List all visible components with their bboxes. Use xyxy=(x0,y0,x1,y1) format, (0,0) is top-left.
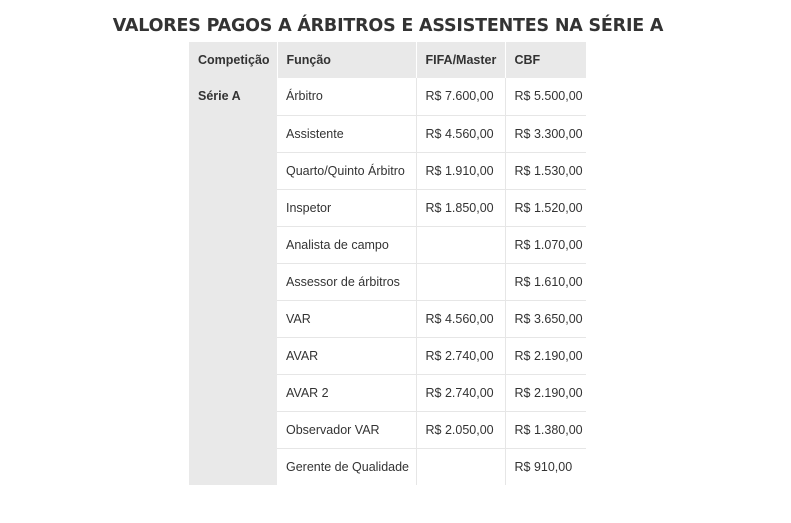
function-cell: Inspetor xyxy=(277,189,416,226)
table-row xyxy=(189,374,586,411)
table-row xyxy=(189,189,586,226)
fifa-value-cell: R$ 4.560,00 xyxy=(416,115,505,152)
function-cell: Analista de campo xyxy=(277,226,416,263)
competition-cell xyxy=(189,374,277,411)
table-row xyxy=(189,226,586,263)
fifa-value-cell xyxy=(416,448,505,485)
table-row xyxy=(189,263,586,300)
cbf-value-cell: R$ 3.300,00 xyxy=(505,115,586,152)
cbf-value-cell: R$ 3.650,00 xyxy=(505,300,586,337)
cbf-value-cell: R$ 2.190,00 xyxy=(505,374,586,411)
table-header-row xyxy=(189,42,586,78)
fifa-value-cell: R$ 2.050,00 xyxy=(416,411,505,448)
function-cell: Quarto/Quinto Árbitro xyxy=(277,152,416,189)
competition-cell xyxy=(189,189,277,226)
fifa-value-cell: R$ 2.740,00 xyxy=(416,374,505,411)
competition-cell xyxy=(189,152,277,189)
header-cbf: CBF xyxy=(505,42,586,78)
table-row xyxy=(189,78,586,115)
cbf-value-cell: R$ 2.190,00 xyxy=(505,337,586,374)
fifa-value-cell: R$ 1.910,00 xyxy=(416,152,505,189)
function-cell: Assessor de árbitros xyxy=(277,263,416,300)
table-row xyxy=(189,411,586,448)
function-cell: Assistente xyxy=(277,115,416,152)
table-row xyxy=(189,448,586,485)
table-row xyxy=(189,337,586,374)
header-funcao: Função xyxy=(277,42,416,78)
table-row xyxy=(189,300,586,337)
fifa-value-cell: R$ 7.600,00 xyxy=(416,78,505,115)
cbf-value-cell: R$ 1.530,00 xyxy=(505,152,586,189)
function-cell: AVAR xyxy=(277,337,416,374)
fifa-value-cell: R$ 2.740,00 xyxy=(416,337,505,374)
competition-cell: Série A xyxy=(189,78,277,115)
fifa-value-cell: R$ 4.560,00 xyxy=(416,300,505,337)
competition-cell xyxy=(189,337,277,374)
competition-cell xyxy=(189,300,277,337)
function-cell: AVAR 2 xyxy=(277,374,416,411)
cbf-value-cell: R$ 1.610,00 xyxy=(505,263,586,300)
payments-table xyxy=(189,42,586,485)
page-title: VALORES PAGOS A ÁRBITROS E ASSISTENTES NA SÉRIE A xyxy=(112,16,664,36)
header-competicao: Competição xyxy=(189,42,277,78)
table-row xyxy=(189,115,586,152)
cbf-value-cell: R$ 910,00 xyxy=(514,459,573,474)
fifa-value-cell: R$ 1.850,00 xyxy=(416,189,505,226)
table-row xyxy=(189,152,586,189)
competition-cell xyxy=(189,448,277,485)
function-cell: Gerente de Qualidade xyxy=(277,448,416,485)
cbf-value-cell: R$ 1.070,00 xyxy=(505,226,586,263)
cbf-value-cell: R$ 5.500,00 xyxy=(505,78,586,115)
competition-cell xyxy=(189,263,277,300)
competition-cell xyxy=(189,115,277,152)
cbf-value-cell: R$ 1.520,00 xyxy=(505,189,586,226)
function-cell: Árbitro xyxy=(277,78,416,115)
competition-cell xyxy=(189,226,277,263)
fifa-value-cell xyxy=(416,263,505,300)
function-cell: Observador VAR xyxy=(277,411,416,448)
fifa-value-cell xyxy=(416,226,505,263)
function-cell: VAR xyxy=(277,300,416,337)
header-fifa-master: FIFA/Master xyxy=(416,42,505,78)
competition-cell xyxy=(189,411,277,448)
cbf-value-cell: R$ 1.380,00 xyxy=(505,411,586,448)
